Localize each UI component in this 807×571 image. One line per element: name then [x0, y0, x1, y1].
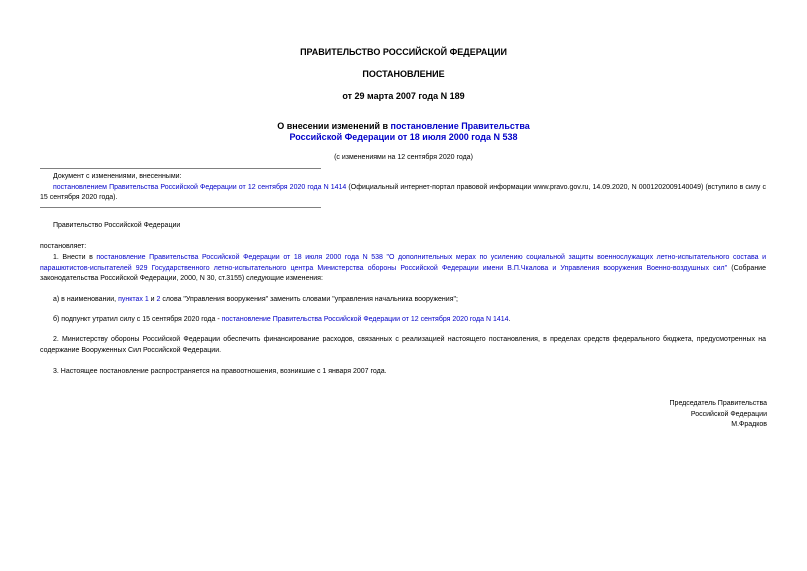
- changes-block: [40, 172, 766, 204]
- title-prefix: О внесении изменений в: [277, 121, 391, 131]
- amended-resolution-link[interactable]: постановление Правительства: [390, 121, 530, 131]
- point-2-link[interactable]: 2: [156, 296, 161, 303]
- subparagraph-b-start: б) подпункт утратил силу с 15 сентября 2020 года -: [53, 316, 222, 323]
- signature-block: [670, 399, 767, 431]
- document-title-line2: [0, 132, 807, 143]
- paragraph-1-start: 1. Внести в: [53, 254, 97, 261]
- subparagraph-a-start: а) в наименовании,: [53, 296, 119, 303]
- paragraph-1: [40, 253, 766, 285]
- resolution-1414-link[interactable]: постановление Правительства Российской Федерации от 12 сентября 2020 года N 1414: [221, 316, 509, 323]
- amending-resolution-link[interactable]: постановлением Правительства Российской Федерации от 12 сентября 2020 года N 1414: [53, 183, 347, 191]
- subparagraph-b-end: .: [508, 316, 511, 323]
- revision-note: (с изменениями на 12 сентября 2020 года): [334, 154, 473, 161]
- bottom-divider: [40, 207, 321, 208]
- signatory-position-line2: Российской Федерации: [690, 410, 767, 418]
- document-type: ПОСТАНОВЛЕНИЕ: [362, 69, 445, 79]
- government-heading: ПРАВИТЕЛЬСТВО РОССИЙСКОЙ ФЕДЕРАЦИИ: [300, 47, 507, 57]
- amended-resolution-link-cont[interactable]: Российской Федерации от 18 июля 2000 года N 538: [289, 132, 518, 142]
- document-title-line1: [0, 121, 807, 132]
- subparagraph-a-end: слова "Управления вооружения" заменить словами "управления начальника вооружения";: [160, 296, 458, 303]
- signatory-name: М.Фрадков: [731, 421, 767, 428]
- document-date-number: от 29 марта 2007 года N 189: [342, 91, 465, 101]
- signatory-position-line1: Председатель Правительства: [669, 400, 767, 407]
- resolution-538-link[interactable]: постановление Правительства Российской Федерации от 18 июля 2000 года N 538 "О дополнительных мерах по усилению социальной защиты военнослужащих летно-испытательного состава и парашютистов-испытателей 929 Государственного летно-испытательного центра Министерства обороны Российской Федерации имени В.П.Чкалова и Управления вооружения Военно-воздушных сил": [40, 254, 766, 272]
- paragraph-1-end: (Собрание законодательства Российской Федерации, 2000, N 30, ст.3155) следующие изменения:: [40, 264, 766, 282]
- changes-text: [40, 183, 766, 204]
- subparagraph-a-and: и: [148, 296, 157, 303]
- changes-intro: Документ с изменениями, внесенными:: [53, 173, 182, 180]
- paragraph-3: 3. Настоящее постановление распространяется на правоотношения, возникшие с 1 января 2007 года.: [53, 368, 387, 375]
- top-divider: [40, 168, 321, 169]
- changes-source: (Официальный интернет-портал правовой информации www.pravo.gov.ru, 14.09.2020, N 0001202009140049) (вступило в силу с 15 сентября 2020 года).: [40, 183, 767, 201]
- resolves-text: постановляет:: [40, 243, 87, 250]
- issuer-text: Правительство Российской Федерации: [53, 222, 181, 229]
- subparagraph-a: [40, 295, 766, 306]
- points-1-link[interactable]: пунктах 1: [118, 296, 149, 303]
- paragraph-2: 2. Министерству обороны Российской Федерации обеспечить финансирование расходов, связанных с реализацией настоящего постановления, в пределах средств федерального бюджета, предусмотренных на содержание Вооруженных Сил Российской Федерации.: [40, 336, 766, 354]
- subparagraph-b: [40, 315, 766, 326]
